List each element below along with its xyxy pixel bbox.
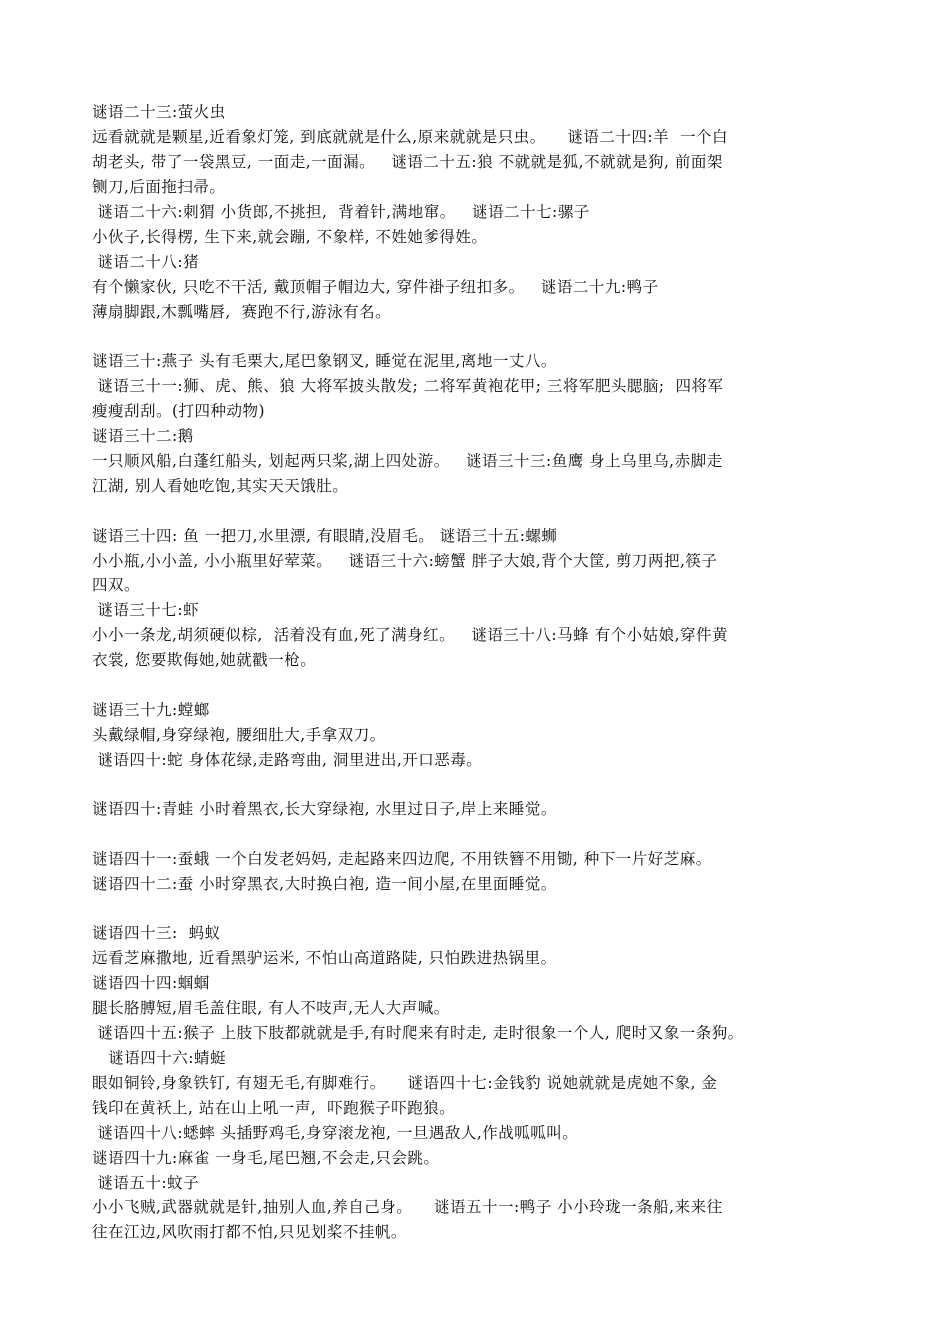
text-line: 谜语三十一:狮、虎、熊、狼 大将军披头散发; 二将军黄袍花甲; 三将军肥头腮脑; 四将军 (92, 377, 724, 395)
text-line: 谜语三十四: 鱼 一把刀,水里漂, 有眼睛,没眉毛。 谜语三十五:螺蛳 (92, 527, 558, 545)
text-line: 有个懒家伙, 只吃不干活, 戴顶帽子帽边大, 穿件褂子纽扣多。 谜语二十九:鸭子 (92, 278, 659, 296)
text-line: 谜语四十八:蟋蟀 头插野鸡毛,身穿滚龙袍, 一旦遇敌人,作战呱呱叫。 (92, 1124, 579, 1142)
text-line: 薄扇脚跟,木瓢嘴唇, 赛跑不行,游泳有名。 (92, 303, 392, 321)
text-line: 谜语二十三:萤火虫 (92, 103, 226, 121)
text-line: 谜语四十四:蝈蝈 (92, 974, 210, 992)
text-line: 谜语二十六:刺猬 小货郎,不挑担, 背着针,满地窜。 谜语二十七:骡子 (92, 203, 590, 221)
text-line: 谜语四十五:猴子 上肢下肢都就就是手,有时爬来有时走, 走时很象一个人, 爬时又象一条狗。 (92, 1024, 744, 1042)
text-line: 头戴绿帽,身穿绿袍, 腰细肚大,手拿双刀。 (92, 726, 386, 744)
text-line: 谜语四十二:蚕 小时穿黑衣,大时换白袍, 造一间小屋,在里面睡觉。 (92, 875, 557, 893)
text-line: 往在江边,风吹雨打都不怕,只见划桨不挂帆。 (92, 1223, 407, 1241)
text-line: 谜语四十一:蚕蛾 一个白发老妈妈, 走起路来四边爬, 不用铁簪不用锄, 种下一片好芝麻。 (92, 850, 712, 868)
text-line: 腿长胳膊短,眉毛盖住眼, 有人不吱声,无人大声喊。 (92, 999, 450, 1017)
text-line: 胡老头, 带了一袋黑豆, 一面走,一面漏。 谜语二十五:狼 不就就是狐,不就就是狗, 前面架 (92, 153, 723, 171)
text-line: 谜语三十:燕子 头有毛栗大,尾巴象钢叉, 睡觉在泥里,离地一丈八。 (92, 352, 557, 370)
text-line: 谜语五十:蚊子 (92, 1174, 200, 1192)
text-line: 瘦瘦刮刮。(打四种动物) (92, 402, 266, 420)
text-line: 小小飞贼,武器就就是针,抽别人血,养自己身。 谜语五十一:鸭子 小小玲珑一条船,来来往 (92, 1198, 723, 1216)
text-line: 谜语四十:蛇 身体花绿,走路弯曲, 洞里进出,开口恶毒。 (92, 751, 483, 769)
text-line: 眼如铜铃,身象铁钉, 有翅无毛,有脚难行。 谜语四十七:金钱豹 说她就就是虎她不象, 金 (92, 1074, 718, 1092)
text-line: 谜语三十二:鹅 (92, 427, 194, 445)
text-line: 远看芝麻撒地, 近看黑驴运米, 不怕山高道路陡, 只怕跌进热锅里。 (92, 949, 557, 967)
text-line: 钱印在黄袄上, 站在山上吼一声, 吓跑猴子吓跑狼。 (92, 1099, 456, 1117)
text-line: 谜语四十九:麻雀 一身毛,尾巴翘,不会走,只会跳。 (92, 1149, 440, 1167)
text-line: 小小一条龙,胡须硬似棕, 活着没有血,死了满身红。 谜语三十八:马蜂 有个小姑娘,穿件黄 (92, 626, 728, 644)
text-line: 一只顺风船,白蓬红船头, 划起两只桨,湖上四处游。 谜语三十三:鱼鹰 身上乌里乌,赤脚走 (92, 452, 723, 470)
text-line: 谜语四十三: 蚂蚁 (92, 924, 221, 942)
text-line: 衣裳, 您要欺侮她,她就戳一枪。 (92, 651, 317, 669)
text-line: 谜语三十七:虾 (92, 601, 200, 619)
text-line: 谜语四十:青蛙 小时着黑衣,长大穿绿袍, 水里过日子,岸上来睡觉。 (92, 800, 557, 818)
text-line: 四双。 (92, 576, 141, 594)
text-line: 远看就就是颗星,近看象灯笼, 到底就就是什么,原来就就是只虫。 谜语二十四:羊 一个白 (92, 128, 728, 146)
text-line: 小小瓶,小小盖, 小小瓶里好荤菜。 谜语三十六:螃蟹 胖子大娘,背个大筐, 剪刀两把,筷子 (92, 552, 718, 570)
text-line: 铡刀,后面拖扫帚。 (92, 178, 226, 196)
text-line: 谜语四十六:蜻蜓 (92, 1049, 227, 1067)
text-line: 小伙子,长得楞, 生下来,就会蹦, 不象样, 不姓她爹得姓。 (92, 228, 488, 246)
text-line: 江湖, 别人看她吃饱,其实天天饿肚。 (92, 477, 349, 495)
text-line: 谜语三十九:螳螂 (92, 701, 210, 719)
text-line: 谜语二十八:猪 (92, 253, 200, 271)
